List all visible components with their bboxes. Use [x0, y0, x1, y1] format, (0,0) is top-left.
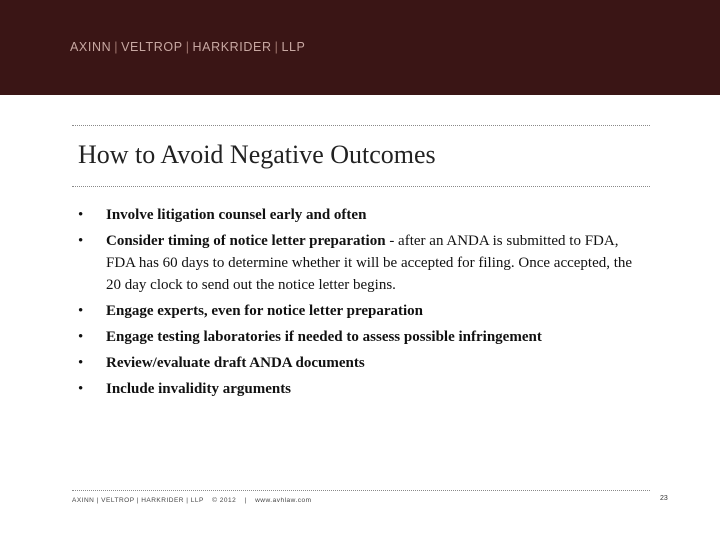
footer-firm: AXINN | VELTROP | HARKRIDER | LLP: [72, 497, 204, 504]
bullet-text-bold: Consider timing of notice letter preparation: [106, 233, 386, 249]
logo-part-llp: LLP: [281, 40, 306, 54]
bullet-list: [78, 204, 638, 404]
footer-rule: [72, 490, 650, 491]
bullet-text-bold: Involve litigation counsel early and often: [106, 207, 367, 223]
bullet-item: [78, 326, 638, 348]
bullet-item: [78, 230, 638, 296]
bullet-item: [78, 300, 638, 322]
bullet-text-bold: Review/evaluate draft ANDA documents: [106, 355, 365, 371]
firm-logo: AXINN | VELTROP | HARKRIDER | LLP: [70, 40, 306, 54]
logo-part-axinn: AXINN: [70, 40, 112, 54]
bullet-text-rest: - after an ANDA is submitted to FDA, FDA has 60 days to determine whether it will be accepted for filing. Once accepted, the 20 day clock to send out the notice letter begins.: [106, 233, 633, 293]
bullet-mark: •: [78, 207, 84, 223]
title-rule: [72, 186, 650, 187]
top-rule: [72, 125, 650, 126]
bullet-item: [78, 378, 638, 400]
bullet-item: [78, 204, 638, 226]
footer-website[interactable]: www.avhlaw.com: [255, 497, 312, 504]
slide-title: How to Avoid Negative Outcomes: [78, 140, 436, 169]
bullet-mark: •: [78, 303, 84, 319]
logo-part-veltrop: VELTROP: [121, 40, 183, 54]
header-band: [0, 0, 720, 95]
bullet-mark: •: [78, 381, 84, 397]
bullet-text-bold: Engage experts, even for notice letter preparation: [106, 303, 424, 319]
bullet-mark: •: [78, 355, 84, 371]
footer-divider: |: [244, 497, 247, 504]
footer-copyright: © 2012: [212, 497, 237, 504]
bullet-mark: •: [78, 233, 84, 249]
bullet-text-bold: Engage testing laboratories if needed to assess possible infringement: [106, 329, 542, 345]
footer: [72, 497, 318, 504]
bullet-text-bold: Include invalidity arguments: [106, 381, 292, 397]
bullet-item: [78, 352, 638, 374]
bullet-mark: •: [78, 329, 84, 345]
logo-part-harkrider: HARKRIDER: [192, 40, 272, 54]
page-number: 23: [660, 495, 668, 502]
